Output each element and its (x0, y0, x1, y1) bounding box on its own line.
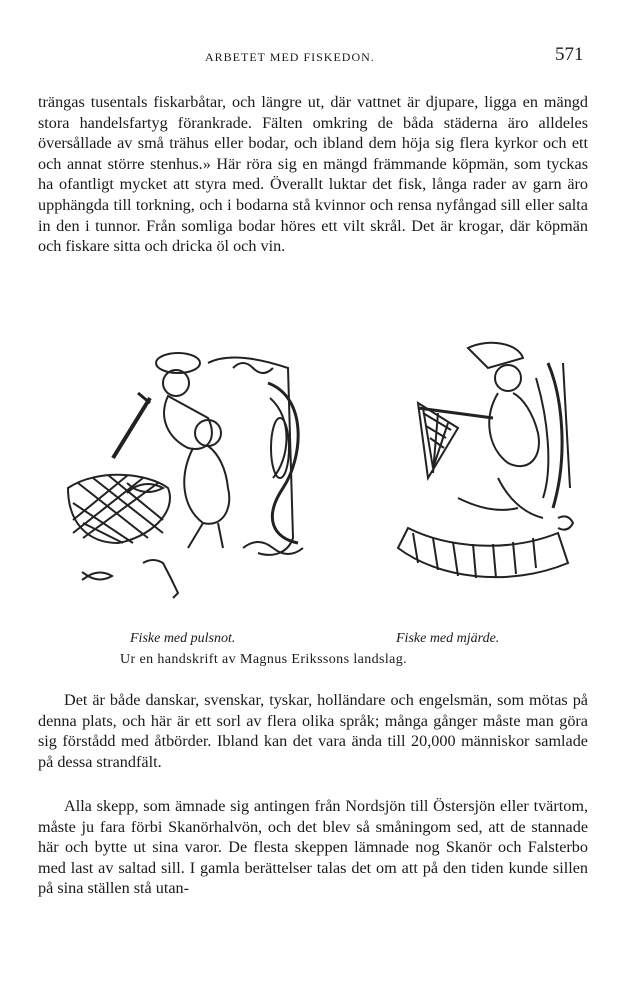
running-header: ARBETET MED FISKEDON. (205, 50, 375, 64)
caption-right: Fiske med mjärde. (396, 631, 500, 646)
fishing-with-seine-drawing (68, 353, 303, 598)
page-number: 571 (555, 44, 584, 65)
caption-source: Ur en handskrift av Magnus Erikssons landslag. (120, 652, 408, 667)
paragraph-2: Det är både danskar, svenskar, tyskar, holländare och engelsmän, som mötas på denna plats, och här är ett sorl av flera olika språk; många gånger måste man göra sig förstådd med åtbörder. Ibland kan det vara ända till 20,000 människor samlade på dessa strandfält. (38, 691, 588, 771)
fishing-with-fish-trap-drawing (398, 343, 573, 578)
manuscript-illustration (58, 338, 578, 613)
caption-left: Fiske med pulsnot. (130, 631, 236, 646)
paragraph-1: trängas tusentals fiskarbåtar, och längre ut, där vattnet är djupare, ligga en mängd stora handelsfartyg förankrade. Fälten omkring de båda städerna äro alldeles översållade av små trähus eller bodar, och ibland dem höja sig flera kyrkor och ett och annat större stenhus.» Här röra sig en mängd främmande köpmän, som tyckas ha ofantligt mycket att styra med. Överallt luktar det fisk, långa rader av garn äro upphängda till torkning, och i bodarna stå kvinnor och rensa nyfångad sill eller salta in den i tunnor. Från somliga bodar höres ett vilt skrål. Det är krogar, där köpmän och fiskare sitta och dricka öl och vin. (38, 93, 588, 256)
paragraph-3: Alla skepp, som ämnade sig antingen från Nordsjön till Östersjön eller tvärtom, måste ju fara förbi Skanörhalvön, och det blev så småningom sed, att de stannade här och bytte ut sina varor. De flesta skeppen lämnade nog Skanör och Falsterbo med last av saltad sill. I gamla berättelser talas det om att på den tiden kunde sillen på sina ställen stå utan- (38, 797, 588, 898)
